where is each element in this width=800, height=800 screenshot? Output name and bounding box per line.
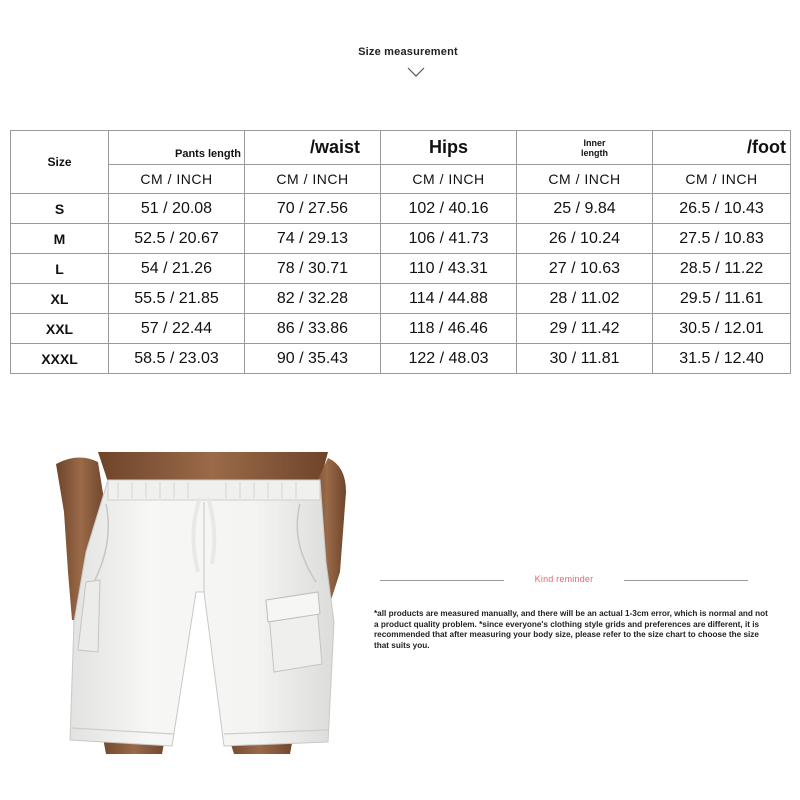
size-name: XXXL [11, 344, 109, 374]
kind-reminder-divider [380, 574, 748, 588]
table-cell: 28 / 11.02 [517, 284, 653, 314]
table-cell: 28.5 / 11.22 [653, 254, 791, 284]
unit-label: CM / INCH [381, 165, 517, 194]
unit-label: CM / INCH [245, 165, 381, 194]
table-cell: 114 / 44.88 [381, 284, 517, 314]
pants-length-header: Pants length [109, 131, 245, 165]
table-cell: 30.5 / 12.01 [653, 314, 791, 344]
size-name: S [11, 194, 109, 224]
table-cell: 55.5 / 21.85 [109, 284, 245, 314]
table-cell: 57 / 22.44 [109, 314, 245, 344]
table-cell: 86 / 33.86 [245, 314, 381, 344]
unit-label: CM / INCH [653, 165, 791, 194]
table-cell: 29.5 / 11.61 [653, 284, 791, 314]
table-cell: 82 / 32.28 [245, 284, 381, 314]
table-cell: 122 / 48.03 [381, 344, 517, 374]
table-cell: 31.5 / 12.40 [653, 344, 791, 374]
table-cell: 27 / 10.63 [517, 254, 653, 284]
table-cell: 25 / 9.84 [517, 194, 653, 224]
size-name: L [11, 254, 109, 284]
table-row [11, 224, 791, 254]
table-cell: 51 / 20.08 [109, 194, 245, 224]
reminder-note: *all products are measured manually, and there will be an actual 1-3cm error, which is normal and not a product quality problem. *since everyone's clothing style grids and preferences are different, it is recommended that after measuring your body size, please refer to the size chart to choose the size that suits you. [374, 609, 768, 650]
chevron-down-icon [406, 66, 426, 78]
cargo-shorts-photo [28, 452, 358, 754]
table-row [11, 284, 791, 314]
size-name: M [11, 224, 109, 254]
hips-header: Hips [381, 131, 517, 165]
table-cell: 27.5 / 10.83 [653, 224, 791, 254]
table-cell: 29 / 11.42 [517, 314, 653, 344]
table-cell: 110 / 43.31 [381, 254, 517, 284]
table-row [11, 344, 791, 374]
unit-label: CM / INCH [517, 165, 653, 194]
size-header: Size [11, 131, 109, 194]
table-row [11, 254, 791, 284]
inner-length-line2: length [581, 147, 608, 158]
foot-header: /foot [653, 131, 791, 165]
inner-length-line1: Inner [583, 137, 606, 148]
table-cell: 26.5 / 10.43 [653, 194, 791, 224]
table-cell: 118 / 46.46 [381, 314, 517, 344]
table-cell: 30 / 11.81 [517, 344, 653, 374]
waist-header: /waist [245, 131, 381, 165]
table-cell: 58.5 / 23.03 [109, 344, 245, 374]
table-row [11, 194, 791, 224]
table-cell: 74 / 29.13 [245, 224, 381, 254]
size-measurement-title: Size measurement [358, 46, 458, 58]
table-cell: 78 / 30.71 [245, 254, 381, 284]
table-cell: 102 / 40.16 [381, 194, 517, 224]
size-name: XL [11, 284, 109, 314]
inner-length-header [517, 131, 653, 165]
kind-reminder-title: Kind reminder [534, 574, 594, 584]
table-row [11, 314, 791, 344]
table-cell: 54 / 21.26 [109, 254, 245, 284]
size-name: XXL [11, 314, 109, 344]
table-cell: 26 / 10.24 [517, 224, 653, 254]
table-cell: 70 / 27.56 [245, 194, 381, 224]
unit-label: CM / INCH [109, 165, 245, 194]
table-cell: 90 / 35.43 [245, 344, 381, 374]
table-cell: 106 / 41.73 [381, 224, 517, 254]
size-chart-table [10, 130, 791, 374]
table-cell: 52.5 / 20.67 [109, 224, 245, 254]
